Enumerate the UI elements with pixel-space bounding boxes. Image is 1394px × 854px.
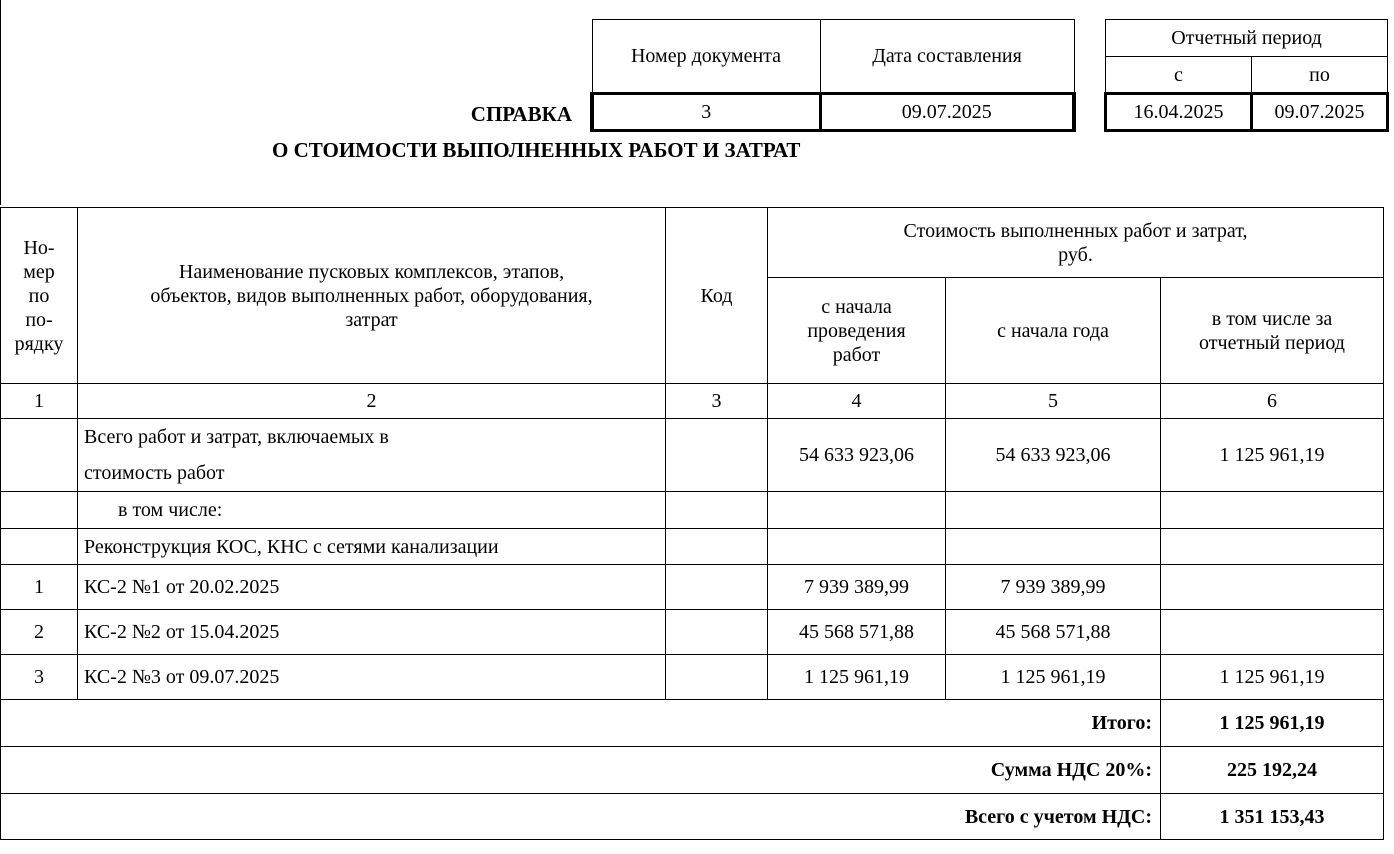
row-name: КС-2 №3 от 09.07.2025 [78, 655, 666, 700]
row-number: 2 [1, 610, 78, 655]
itogo-row [1, 700, 1384, 747]
col-number-4: 4 [768, 384, 946, 419]
itogo-label: Итого: [1, 700, 1161, 747]
document-title: СПРАВКА [470, 102, 572, 126]
header-period-text: в том числе за отчетный период [1199, 307, 1345, 354]
document-header-table [590, 19, 1076, 132]
vat-value: 225 192,24 [1161, 747, 1384, 794]
total-works-code [666, 419, 768, 492]
document-subtitle: О СТОИМОСТИ ВЫПОЛНЕННЫХ РАБОТ И ЗАТРАТ [272, 138, 801, 162]
vat-label: Сумма НДС 20%: [1, 747, 1161, 794]
header-cost-group-text: Стоимость выполненных работ и затрат, руб. [903, 219, 1248, 266]
row-name: КС-2 №1 от 20.02.2025 [78, 565, 666, 610]
row-period [1161, 610, 1384, 655]
row-period [1161, 565, 1384, 610]
total-works-num [1, 419, 78, 492]
row-since-year: 7 939 389,99 [946, 565, 1161, 610]
row-code [666, 655, 768, 700]
total-works-name-text: Всего работ и затрат, включаемых в стоимость работ [84, 426, 389, 484]
row-since-start: 7 939 389,99 [768, 565, 946, 610]
row-since-start: 45 568 571,88 [768, 610, 946, 655]
document-number-label: Номер документа [592, 20, 820, 94]
row-code [666, 610, 768, 655]
total-works-since-year: 54 633 923,06 [946, 419, 1161, 492]
row-name: КС-2 №2 от 15.04.2025 [78, 610, 666, 655]
total-works-name [78, 419, 666, 492]
vat-row [1, 747, 1384, 794]
grand-total-label: Всего с учетом НДС: [1, 794, 1161, 840]
table-row [1, 565, 1384, 610]
total-works-period: 1 125 961,19 [1161, 419, 1384, 492]
col-number-5: 5 [946, 384, 1161, 419]
including-row [1, 492, 1384, 529]
col-number-2: 2 [78, 384, 666, 419]
table-row [1, 610, 1384, 655]
reporting-period-label: Отчетный период [1106, 20, 1388, 57]
total-works-row [1, 419, 1384, 492]
header-row-number-text: Но- мер по по- рядку [14, 236, 64, 355]
header-since-start [768, 278, 946, 384]
row-number: 1 [1, 565, 78, 610]
grand-total-value: 1 351 153,43 [1161, 794, 1384, 840]
document-date-value: 09.07.2025 [820, 94, 1074, 131]
section-label: Реконструкция КОС, КНС с сетями канализации [78, 529, 666, 565]
total-works-since-start: 54 633 923,06 [768, 419, 946, 492]
col-number-1: 1 [1, 384, 78, 419]
table-row [1, 655, 1384, 700]
row-number: 3 [1, 655, 78, 700]
period-from-label: с [1106, 57, 1252, 94]
section-row [1, 529, 1384, 565]
header-since-start-text: с начала проведения работ [807, 295, 906, 366]
header-code: Код [666, 208, 768, 384]
col-number-3: 3 [666, 384, 768, 419]
document-date-label: Дата составления [820, 20, 1074, 94]
column-numbers-row [1, 384, 1384, 419]
grand-total-row [1, 794, 1384, 840]
left-border-line [0, 0, 1, 205]
row-since-year: 1 125 961,19 [946, 655, 1161, 700]
including-label: в том числе: [78, 492, 666, 529]
document-number-value: 3 [592, 94, 820, 131]
row-code [666, 565, 768, 610]
cost-table [0, 207, 1384, 840]
header-name-text: Наименование пусковых комплексов, этапов, объектов, видов выполненных работ, оборудования, затрат [150, 260, 593, 331]
header-period [1161, 278, 1384, 384]
period-from-value: 16.04.2025 [1106, 94, 1252, 131]
header-name [78, 208, 666, 384]
period-to-value: 09.07.2025 [1252, 94, 1388, 131]
reporting-period-table [1104, 19, 1389, 132]
period-to-label: по [1252, 57, 1388, 94]
header-since-year: с начала года [946, 278, 1161, 384]
header-cost-group [768, 208, 1384, 278]
itogo-value: 1 125 961,19 [1161, 700, 1384, 747]
row-since-year: 45 568 571,88 [946, 610, 1161, 655]
col-number-6: 6 [1161, 384, 1384, 419]
row-since-start: 1 125 961,19 [768, 655, 946, 700]
row-period: 1 125 961,19 [1161, 655, 1384, 700]
header-row-number [1, 208, 78, 384]
